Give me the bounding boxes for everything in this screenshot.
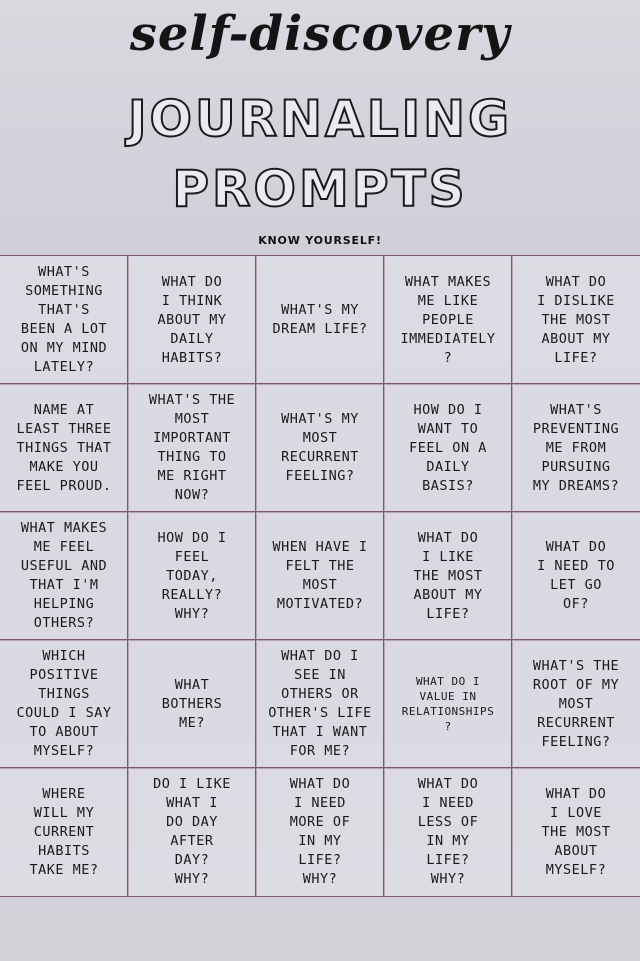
prompt-cell: [511, 639, 640, 769]
prompt-cell: [127, 383, 257, 513]
prompt-text: WHAT'S MY DREAM LIFE?: [272, 302, 368, 337]
prompt-grid: [0, 256, 640, 896]
prompt-text: WHAT'S THE ROOT OF MY MOST RECURRENT FEELING?: [532, 657, 620, 750]
prompt-text: WHAT DO I NEED MORE OF IN MY LIFE? WHY?: [289, 776, 351, 887]
prompt-cell: [0, 767, 129, 897]
prompt-cell: [383, 255, 513, 385]
prompt-cell: [127, 639, 257, 769]
prompt-text: NAME AT LEAST THREE THINGS THAT MAKE YOU FEEL PROUD.: [16, 401, 112, 494]
prompt-cell: [511, 383, 640, 513]
script-title: self-discovery: [129, 6, 511, 62]
prompt-text: WHEN HAVE I FELT THE MOST MOTIVATED?: [272, 539, 368, 612]
prompt-text: HOW DO I FEEL TODAY, REALLY? WHY?: [157, 529, 227, 622]
prompt-cell: [255, 767, 385, 897]
prompt-cell: [127, 511, 257, 641]
prompt-cell: [0, 511, 129, 641]
prompt-text: WHAT DO I LOVE THE MOST ABOUT MYSELF?: [541, 785, 611, 878]
prompt-cell: [383, 767, 513, 897]
prompt-cell: [511, 255, 640, 385]
prompt-cell: [383, 639, 513, 769]
prompt-text: WHICH POSITIVE THINGS COULD I SAY TO ABOUT MYSELF?: [16, 648, 112, 759]
title-line-prompts: PROMPTS: [172, 160, 468, 218]
prompt-text: WHAT MAKES ME LIKE PEOPLE IMMEDIATELY ?: [400, 273, 496, 366]
prompt-cell: [383, 383, 513, 513]
prompt-cell: [511, 511, 640, 641]
prompt-text: WHERE WILL MY CURRENT HABITS TAKE ME?: [29, 785, 99, 878]
prompt-cell: [127, 767, 257, 897]
prompt-text: WHAT DO I THINK ABOUT MY DAILY HABITS?: [157, 273, 227, 366]
prompt-cell: [0, 255, 129, 385]
prompt-text: WHAT DO I DISLIKE THE MOST ABOUT MY LIFE?: [537, 273, 615, 366]
prompt-cell: [0, 383, 129, 513]
prompt-cell: [0, 639, 129, 769]
prompt-text: WHAT'S THE MOST IMPORTANT THING TO ME RIGHT NOW?: [148, 392, 236, 503]
prompt-cell: [511, 767, 640, 897]
prompt-cell: [255, 639, 385, 769]
prompt-cell: [383, 511, 513, 641]
prompt-cell: [127, 255, 257, 385]
prompt-text: WHAT BOTHERS ME?: [161, 676, 223, 731]
prompt-text: WHAT'S PREVENTING ME FROM PURSUING MY DREAMS?: [532, 401, 620, 494]
prompt-cell: [255, 255, 385, 385]
title-line-journaling: JOURNALING: [127, 90, 513, 148]
prompt-text: WHAT DO I NEED LESS OF IN MY LIFE? WHY?: [417, 776, 479, 887]
prompt-text: WHAT DO I SEE IN OTHERS OR OTHER'S LIFE THAT I WANT FOR ME?: [268, 648, 372, 759]
prompt-cell: [255, 511, 385, 641]
prompt-text: WHAT DO I NEED TO LET GO OF?: [537, 539, 615, 612]
prompt-text: WHAT'S MY MOST RECURRENT FEELING?: [281, 411, 359, 484]
prompt-text: DO I LIKE WHAT I DO DAY AFTER DAY? WHY?: [153, 776, 231, 887]
prompt-text: HOW DO I WANT TO FEEL ON A DAILY BASIS?: [409, 401, 487, 494]
prompt-text: WHAT DO I VALUE IN RELATIONSHIPS ?: [401, 675, 495, 733]
prompt-text: WHAT MAKES ME FEEL USEFUL AND THAT I'M HELPING OTHERS?: [20, 520, 108, 631]
prompt-text: WHAT'S SOMETHING THAT'S BEEN A LOT ON MY MIND LATELY?: [20, 264, 108, 375]
subtitle: KNOW YOURSELF!: [258, 234, 382, 247]
prompt-text: WHAT DO I LIKE THE MOST ABOUT MY LIFE?: [413, 529, 483, 622]
prompt-cell: [255, 383, 385, 513]
